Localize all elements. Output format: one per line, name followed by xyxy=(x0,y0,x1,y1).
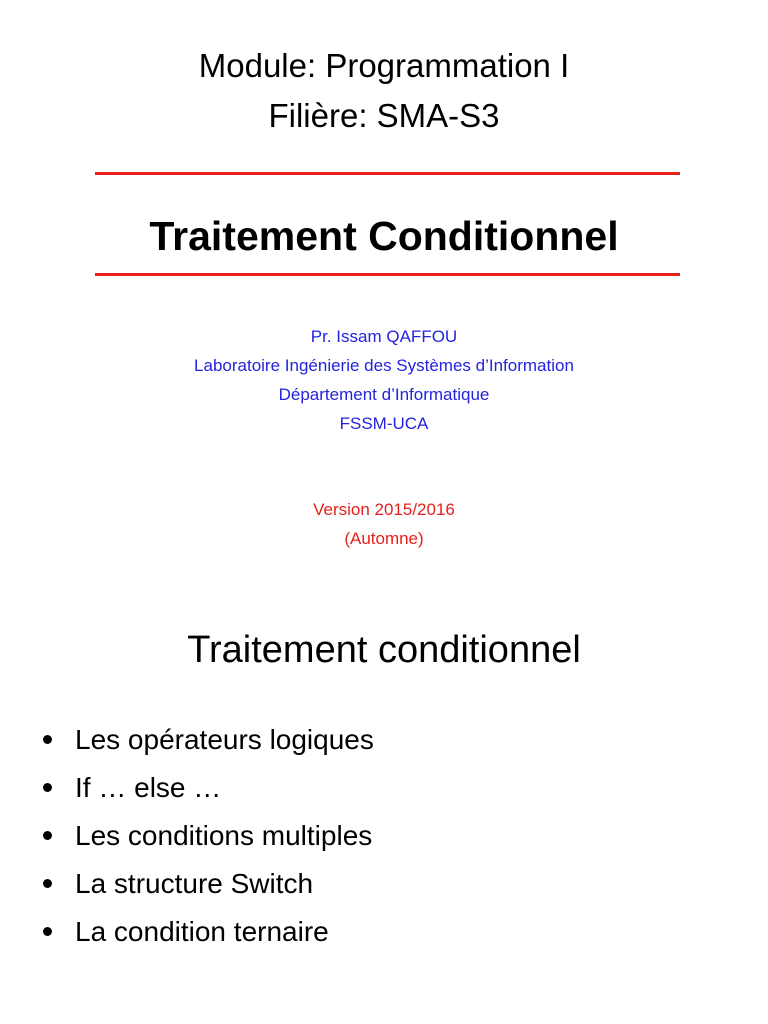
list-item xyxy=(40,716,374,764)
bullet-icon xyxy=(43,735,52,744)
institution-name: FSSM-UCA xyxy=(339,414,429,433)
bullet-icon xyxy=(43,879,52,888)
laboratory-name: Laboratoire Ingénierie des Systèmes d’Information xyxy=(194,356,574,375)
list-item-label: Les opérateurs logiques xyxy=(75,724,374,755)
top-divider xyxy=(95,172,680,175)
list-item xyxy=(40,908,374,956)
author-info xyxy=(0,322,768,438)
list-item-label: La structure Switch xyxy=(75,868,314,899)
list-item xyxy=(40,860,374,908)
version-info xyxy=(0,495,768,553)
presentation-title: Traitement Conditionnel xyxy=(149,213,619,259)
topic-list xyxy=(40,716,374,956)
version-label: Version 2015/2016 xyxy=(313,500,455,519)
list-item xyxy=(40,812,374,860)
list-item xyxy=(40,764,374,812)
slide-title: Traitement conditionnel xyxy=(187,629,581,671)
bullet-icon xyxy=(43,783,52,792)
filiere-label: Filière: SMA-S3 xyxy=(268,97,500,134)
list-item-label: If … else … xyxy=(75,772,222,803)
author-name: Pr. Issam QAFFOU xyxy=(310,327,458,346)
department-name: Département d’Informatique xyxy=(278,385,490,404)
bullet-icon xyxy=(43,927,52,936)
content-slide xyxy=(0,576,768,1024)
list-item-label: Les conditions multiples xyxy=(75,820,373,851)
module-label: Module: Programmation I xyxy=(198,47,570,84)
list-item-label: La condition ternaire xyxy=(75,916,329,947)
bottom-divider xyxy=(95,273,680,276)
semester-label: (Automne) xyxy=(344,529,424,548)
bullet-icon xyxy=(43,831,52,840)
